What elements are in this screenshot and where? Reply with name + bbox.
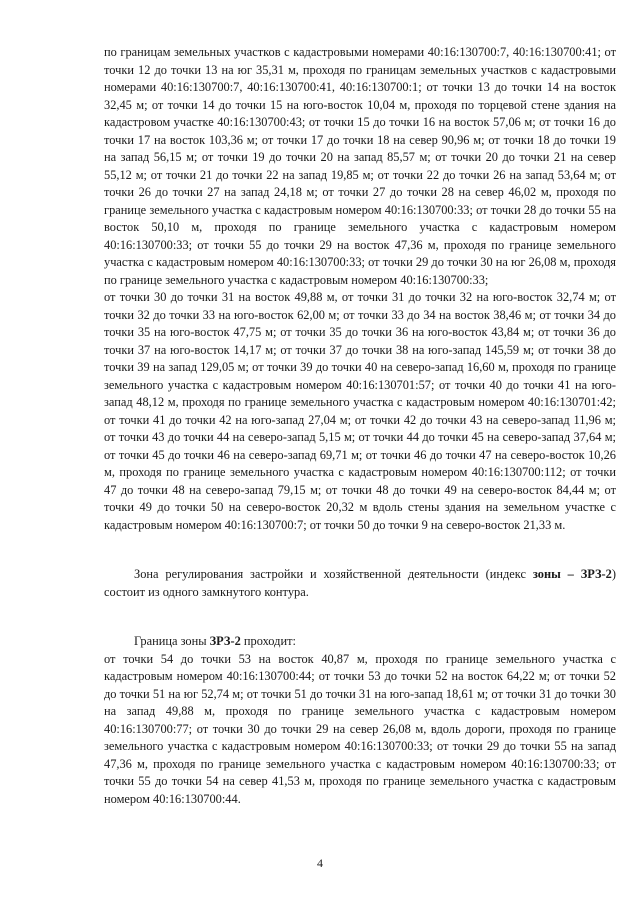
zone-name-bold: ЗРЗ-2 [209, 634, 241, 648]
zone-index-bold: зоны – ЗРЗ-2 [532, 567, 612, 581]
boundary-heading-end: проходит: [240, 634, 296, 648]
page-number: 4 [317, 856, 323, 870]
zone-description-end: ) состоит из одного замкнутого контура. [104, 567, 616, 599]
paragraph-boundary-points-30-50: от точки 30 до точки 31 на восток 49,88 м, от точки 31 до точки 32 на юго-восток 32,74 м; от точки 32 до точки 33 на юго-восток 62,00 м; от точки 33 до 34 на восток 38,46 м; от точки 34 до точки 35 на юго-восток 47,75 м; от точки 35 до точки 36 на юго-восток 43,84 м; от точки 36 до точки 37 на юго-восток 14,17 м; от точки 37 до точки 38 на юго-запад 145,59 м; от точки 38 до точки 39 на запад 129,05 м; от точки 39 до точки 40 на северо-запад 16,60 м, проходя по границе земельного участка с кадастровым номером 40:16:130701:57; от точки 40 до точки 41 на юго-запад 48,12 м, проходя по границе земельного участка с кадастровым номером 40:16:130701:42; от точки 41 до точки 42 на юго-запад 27,04 м; от точки 42 до точки 43 на северо-запад 11,96 м; от точки 43 до точки 44 на северо-запад 5,15 м; от точки 44 до точки 45 на северо-запад 37,64 м; от точки 45 до точки 46 на северо-запад 69,71 м; от точки 46 до точки 47 на северо-восток 10,26 м, проходя по границе земельного участка с кадастровым номером 40:16:130700:112; от точки 47 до точки 48 на северо-запад 79,15 м; от точки 48 до точки 49 на северо-восток 84,44 м; от точки 49 до точки 50 на северо-восток 20,32 м вдоль стены здания на земельном участке с кадастровым номером 40:16:130700:7; от точки 50 до точки 9 на северо-восток 21,33 м. [104, 290, 616, 532]
document-body [104, 44, 616, 808]
zone-description-start: Зона регулирования застройки и хозяйственной деятельности (индекс [134, 567, 533, 581]
boundary-heading-start: Граница зоны [134, 634, 210, 648]
paragraph-gap [104, 534, 616, 566]
paragraph-boundary-continuation: по границам земельных участков с кадастровыми номерами 40:16:130700:7, 40:16:130700:41; от точки 12 до точки 13 на юг 35,31 м, проходя по границам земельных участков с кадастровыми номерами 40:16:130700:7, 40:16:130700:41, 40:16:130700:1; от точки 13 до точки 14 на восток 32,45 м; от точки 14 до точки 15 на юго-восток 10,04 м, проходя по торцевой стене здания на кадастровом участке 40:16:130700:43; от точки 15 до точки 16 на восток 57,06 м; от точки 16 до точки 17 на восток 103,36 м; от точки 17 до точки 18 на север 90,96 м; от точки 18 до точки 19 на запад 56,15 м; от точки 19 до точки 20 на запад 85,57 м; от точки 20 до точки 21 на север 55,12 м; от точки 21 до точки 22 на запад 19,85 м; от точки 22 до точки 26 на запад 53,64 м; от точки 26 до точки 27 на запад 24,18 м; от точки 27 до точки 28 на север 46,02 м, проходя по границе земельного участка с кадастровым номером 40:16:130700:33; от точки 28 до точки 55 на восток 50,10 м, проходя по границе земельного участка с кадастровым номером 40:16:130700:33; от точки 55 до точки 29 на восток 47,36 м, проходя по границе земельного участка с кадастровым номером 40:16:130700:33; от точки 29 до точки 30 на юг 26,08 м, проходя по границе земельного участка с кадастровым номером 40:16:130700:33; [104, 45, 616, 287]
paragraph-gap [104, 601, 616, 633]
paragraph-zone-boundary-heading [104, 633, 616, 651]
paragraph-zrz2-boundary: от точки 54 до точки 53 на восток 40,87 м, проходя по границе земельного участка с кадастровым номером 40:16:130700:44; от точки 53 до точки 52 на восток 64,22 м; от точки 52 до точки 51 на юг 52,74 м; от точки 51 до точки 31 на юго-запад 18,61 м; от точки 31 до точки 30 на запад 49,88 м, проходя по границе земельного участка с кадастровым номером 40:16:130700:77; от точки 30 до точки 29 на север 26,08 м, вдоль дороги, проходя по границе земельного участка с кадастровым номером 40:16:130700:33; от точки 29 до точки 55 на запад 47,36 м, проходя по границе земельного участка с кадастровым номером 40:16:130700:33; от точки 55 до точки 54 на север 41,53 м, проходя по границе земельного участка с кадастровым номером 40:16:130700:44. [104, 651, 616, 806]
paragraph-zone-description [104, 566, 616, 601]
